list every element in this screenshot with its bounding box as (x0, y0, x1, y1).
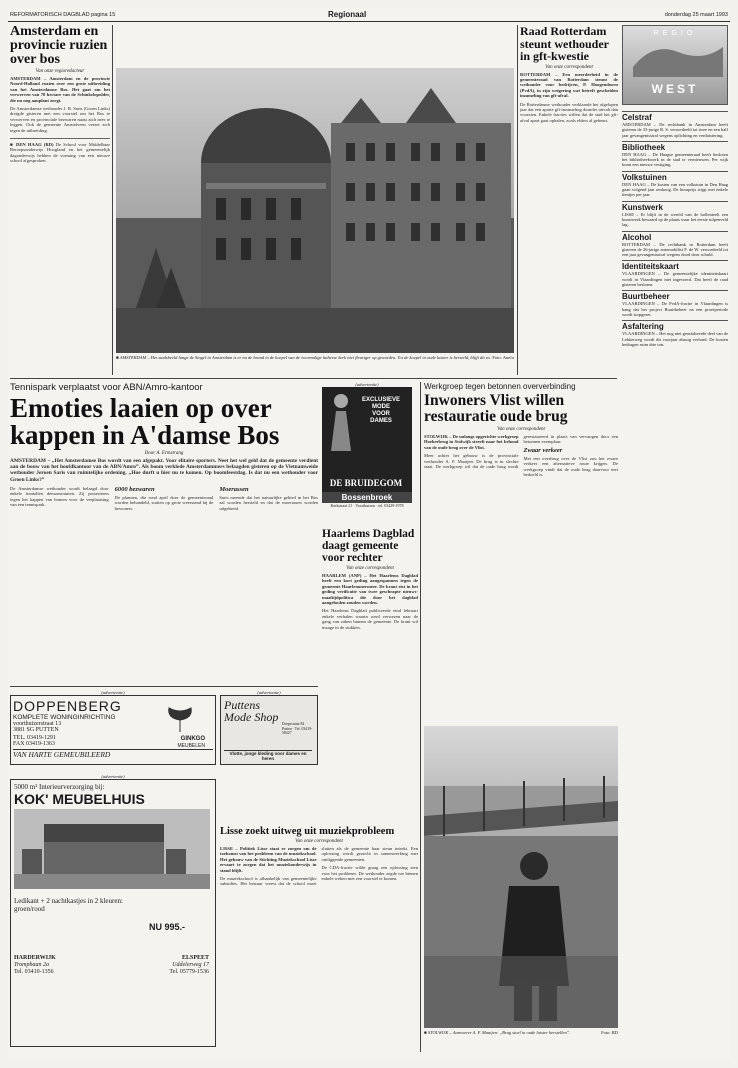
sidebar-item-text: ROTTERDAM – De rechtbank in Rotterdam heeft gisteren de 26-jarige automobilist F. de W. veroordeeld tot een jaar gevangenisstraf wegens dood door schuld. (622, 241, 728, 258)
west-label: WEST (651, 82, 699, 96)
ad-line: EXCLUSIEVE (362, 397, 401, 403)
article-byline: Van onze correspondent (295, 839, 343, 844)
sidebar-item-text: LISSE – Er blijft in de wereld van de bollenteelt een kunstwerk bewaard op de plaats waar het eerste tulpenveld lag. (622, 211, 728, 228)
article-headline: Lisse zoekt uitweg uit muziekprobleem (220, 826, 395, 837)
article-lead: HAARLEM (ANP) – Het Haarlems Dagblad heeft een kort geding aangespannen tegen de gemeente Haarlemmermeer. De krant eist in het geding verificatie van twee geschrapte nieuws-maaltijdpolitica die door het dagblad aangeboden zouden worden. (322, 573, 418, 606)
ad-dark-panel (322, 387, 412, 492)
sidebar-item-text: VLAARDINGEN – De gemeentelijke identiteitskaart wordt in Vlaardingen niet ingevoerd. Dat heeft de raad gisteren besloten. (622, 271, 728, 288)
masthead (8, 8, 730, 22)
ad-line: DAMES (370, 418, 392, 424)
bedroom-furniture-image (14, 809, 210, 889)
sidebar-item-title: Identiteitskaart (622, 260, 728, 271)
article-lead: LISSE – Politiek Lisse staat er zorgen om de toekomst van het probleem van de muziekschool. Het gebouw van de Stichting Muziekschool Lisse ervaart te zorgen dat het muziekonderwijs in stand blijft. (220, 846, 317, 873)
ad-slogan: Vlotte, jonge kleding voor dames en heren (224, 750, 312, 761)
article-subhead: Zwaar verkeer (523, 446, 563, 454)
ad-slogan: VAN HARTE GEMEUBILEERD (13, 749, 213, 759)
ad-price: NU 995.- (148, 922, 185, 932)
ad-label: (advertentie) (257, 690, 281, 695)
sidebar-item-title: Buurtbeheer (622, 290, 728, 301)
advertisement-puttens-mode[interactable] (220, 690, 318, 770)
ad-location: HARDERWIJK (14, 955, 56, 961)
ad-location: ELSPEET (181, 955, 209, 961)
ad-city: 3881 SG PUTTEN (13, 727, 59, 733)
ad-store-name: Bossenbroek (322, 492, 412, 503)
regio-west-badge (622, 25, 728, 105)
ad-label: (advertentie) (355, 382, 379, 387)
photo-stolwijk-bridge (424, 726, 618, 1028)
ad-address: Kerkstraat 21 · Voorthuizen · tel. 03429-1978 (330, 503, 404, 508)
article-body: Met een overbrug over de Vlist zou het zware verkeer een alternatieve route krijgen. De werkgroep vindt dat de oude brug daarvoor niet bedoeld is. (523, 455, 618, 478)
ad-line: VOOR (372, 411, 390, 417)
sidebar-item (622, 260, 728, 287)
section-divider (10, 686, 318, 687)
sidebar-item (622, 141, 728, 168)
article-lead: AMSTERDAM – Amsterdam en de provincie Noord-Holland ruzien over een grote uitbreiding van het Amsterdamse Bos. Het gaat om het verwerven van 70 hectare van de Schinkelopolder, die nu nog aanplant zorgt. (10, 76, 110, 103)
article-adamse-bos (10, 382, 318, 682)
news-sidebar (622, 108, 728, 1053)
bride-silhouette-icon (326, 391, 356, 451)
ad-brand: GINKGO (180, 736, 205, 742)
article-byline: Van onze correspondent (545, 64, 593, 70)
article-body: De CDA-fractie wilde graag een oplossing zien voor het probleem. De wethouder zegde toe binnen enkele weken met een voorstel te komen. (321, 865, 418, 882)
article-subhead: 6000 bezwaren (114, 485, 155, 493)
article-rotterdam-gft (520, 25, 618, 375)
photo-caption: ■ AMSTERDAM – Het stadsbeeld lange de Singel in Amsterdam is er nu de brand in de koepel van de voormalige lutherse kerk niet fleuriger op geworden. Tot de koepel in oude luister is hersteld, blijft dit zo. Foto: Anefo (116, 355, 514, 360)
ad-subtitle: KOMPLETE WONINGINRICHTING (13, 714, 116, 721)
article-headline: Haarlems Dagblad daagt gemeente voor rechter (322, 528, 415, 564)
ad-line: MODE (372, 404, 390, 410)
ginkgo-leaf-icon (165, 704, 195, 734)
article-byline: Van onze correspondent (497, 427, 545, 432)
article-body: De muziekschool is afhankelijk van gemeentelijke subsidies. Het bestuur vreest dat de school moet sluiten als de gemeente haar steun intrekt. Een oplossing wordt gezocht in samenwerking met omliggende gemeenten. (220, 846, 418, 887)
sidebar-item-title: Bibliotheek (622, 141, 728, 152)
ad-name: Puttens Mode Shop (224, 698, 279, 724)
masthead-date: donderdag 25 maart 1993 (664, 12, 728, 18)
ad-tel: TEL. 03419-1291 (13, 735, 56, 741)
article-body: De plannen, die rond april door de gemeenteraad worden behandeld, stuiten op grote weerstand bij de bewoners. (114, 494, 214, 511)
ad-offer: Ledikant + 2 nachtkastjes in 2 kleuren: groen/rood (14, 897, 123, 913)
article-byline: Van onze correspondent (346, 566, 394, 571)
ad-location-address: Uddelerweg 17 (172, 962, 209, 968)
article-lead: STOLWIJK – De unlangs opgerichte werkgroep Hoeberbrug in Stolwijk streeft naar het behoud van de oude brug over de Vlist. (424, 434, 519, 450)
article-lisse-muziek (220, 826, 418, 1052)
ad-location-address: Trompbaan 2a (14, 962, 49, 968)
article-body: Meer achter het gebouw is de provinciale wethouder A. F. Maatjen. De brug is in slechte staat. De werkgroep wil dat de oude brug wordt gerestaureerd in plaats van vervangen door een betonnen exemplaar. (424, 434, 618, 470)
article-headline: Emoties laaien op over kappen in A'damse Bos (10, 393, 280, 450)
sidebar-item-title: Alcohol (622, 231, 728, 242)
sidebar-item-text: VLAARDINGEN – Het nog niet geasfalteerde deel van de Lekkerweg wordt dit voorjaar alsnog verhard. De kosten bedragen ruim drie ton. (622, 331, 728, 347)
church-photo-illustration (116, 68, 514, 353)
ad-location-tel: Tel. 03410-1356 (14, 969, 54, 975)
article-lead: AMSTERDAM – „Het Amsterdamse Bos wordt van een afgepakt. Voor elitaire sporters. Neet het wel geld dat de gemeente verdient aan de bouw van het hoofdkantoor van de ABN/Amro”. Als boom verklede Amsterdammers belaagden gisteren op de Vietnamweide wethouder Jeroen Saris van ruimtelijke ordening. „Hoe durft u hier nu te komen. Op boomfeestdag. Is dat nu een wethouder voor Groen Links?” (10, 458, 318, 483)
article-headline: Amsterdam en provincie ruzien over bos (10, 25, 108, 67)
sidebar-item (622, 231, 728, 258)
advertisement-kok-meubelhuis[interactable] (10, 774, 216, 1052)
newspaper-page (8, 8, 730, 1060)
sidebar-item-text: DEN HAAG – De Haagse gemeenteraad heeft besloten het bibliotheekwerk in de stad te vernieuwen. Per wijk komt een nieuwe vestiging. (622, 151, 728, 168)
section-title: Regionaal (328, 10, 367, 19)
sidebar-item (622, 320, 728, 347)
ad-brand: DE BRUIDEGOM (329, 478, 403, 488)
article-body: De Rotterdamse wethouder verklaarde het afgelopen jaar dat een aparte gft-inzameling duurder uitvalt dan voorzien. Enkele fracties willen dat de stad het gft-afval apart gaat ophalen, zoals elders al gebeurt. (520, 101, 618, 123)
article-body: Het Haarlems Dagblad publiceerde eind februari enkele verhalen waarin werd verwezen naar de gang van zaken binnen de gemeente. De krant wil inzage in de stukken. (322, 608, 418, 630)
advertisement-bruidegom[interactable] (322, 382, 412, 522)
brief-text: De School voor Middelbaar Beroepsonderwijs Hoogland en het gemeentelijk dagonderwijs hebben de vorming van een nieuwe school afgesproken. (10, 142, 110, 164)
ad-brand2: MEUBELEN (177, 743, 205, 749)
article-byline: Door A. Ermstrang (144, 451, 184, 456)
masthead-left: REFORMATORISCH DAGBLAD pagina 15 (10, 12, 116, 18)
ad-location-tel: Tel. 05779-1536 (169, 969, 209, 975)
caption-text: AMSTERDAM – Het stadsbeeld lange de Singel in Amsterdam is er nu de brand in de koepel van de voormalige lutherse kerk niet fleuriger op geworden. Tot de koepel in oude luister is hersteld, blijft dit zo. (119, 355, 491, 360)
photo-credit: Foto: Anefo (492, 355, 514, 360)
ad-detail: Dorpsstraat 84 Putten · Tel. 03419-58427 (282, 722, 313, 735)
article-headline: Inwoners Vlist willen restauratie oude brug (424, 392, 568, 425)
column-divider (517, 25, 518, 375)
sidebar-item-title: Volkstuinen (622, 171, 728, 182)
article-subhead: Moerassen (219, 485, 249, 493)
sidebar-item-title: Asfaltering (622, 320, 728, 331)
article-body: De Amsterdamse wethouder wordt belaagd door enkele tientallen demonstranten. Zij protesteren tegen het kappen van bomen voor de verplaatsing van een tennispark. (10, 485, 109, 508)
photo-singel-church (116, 68, 514, 353)
article-headline: Raad Rotterdam steunt wethouder in gft-kwestie (520, 25, 609, 63)
article-kicker: Tennispark verplaatst voor ABN/Amro-kantoor (10, 382, 203, 393)
advertisement-doppenberg[interactable] (10, 690, 216, 770)
ad-address: voorthuizerstraat 13 (13, 721, 62, 727)
sidebar-item-text: AMSTERDAM – De rechtbank in Amsterdam heeft gisteren de 33-jarige R. S. veroordeeld tot twee en een half jaar gevangenisstraf wegens oplichting en verduistering. (622, 122, 728, 138)
article-kicker: Werkgroep tegen betonnen oververbinding (424, 382, 576, 391)
sidebar-item (622, 111, 728, 138)
brief-dateline: DEN HAAG (RD) (16, 142, 54, 148)
ad-fax: FAX 03419-1363 (13, 741, 56, 747)
photo-caption: ■ STOLWIJK – Aanvoerer A. F. Maatjen: „Brug stoel in oude luister herstellen”. Foto: RD (424, 1030, 618, 1035)
news-brief: ■ DEN HAAG (RD) De School voor Middelbaar Beroepsonderwijs Hoogland en het gemeentelijk dagonderwijs hebben de vorming van een nieuwe school afgesproken. (10, 138, 110, 164)
sidebar-item (622, 171, 728, 198)
ad-label: (advertentie) (101, 774, 125, 779)
regio-map-icon (623, 37, 728, 77)
article-lead: ROTTERDAM – Een meerderheid in de gemeenteraad van Rotterdam steunt de wethouder voor bedrijven, P. Hoogendoorn (PvdA), in zijn weigering wat betreft gescheiden inzameling van gft-afval. (520, 71, 618, 99)
article-byline: Van onze regioredacteur (35, 69, 85, 74)
ad-top: 5000 m² Interieurverzorging bij: (14, 783, 105, 791)
article-body: Saris meende dat het natuurlijke gebied in het Bos zal worden hersteld en dat de moerassen worden uitgebreid. (219, 494, 318, 511)
photo-credit: Foto: RD (601, 1030, 618, 1035)
section-divider (10, 378, 617, 379)
article-amsterdam-bos (10, 25, 110, 375)
sidebar-item (622, 201, 728, 228)
article-vlist-brug (424, 382, 618, 722)
article-body: De Amsterdamse wethouder J. B. Saris (Groen Links) dreigde gisteren met een voorstel om het Bos te verwerven en provinciale bezwaren naast zich neer te leggen. Ook de gemeente Amstelveen verzet zich tegen de uitbreiding. (10, 106, 110, 133)
ad-label: (advertentie) (101, 690, 125, 695)
sidebar-item-title: Kunstwerk (622, 201, 728, 212)
column-divider (112, 25, 113, 375)
regio-label: REGIO (653, 30, 697, 37)
sidebar-item-text: VLAARDINGEN – De PvdA-fractie in Vlaardingen is bang dat het project Buurtbeheer na een proefperiode wordt stopgezet. (622, 301, 728, 317)
article-haarlems-dagblad (322, 528, 418, 823)
sidebar-item-text: DEN HAAG – De kosten van een volkstuin in Den Haag gaan volgend jaar omhoog. De huurprijs stijgt met enkele tientjes per jaar. (622, 181, 728, 198)
ad-name: KOK' MEUBELHUIS (14, 791, 145, 807)
sidebar-item (622, 290, 728, 317)
ad-name: DOPPENBERG (13, 698, 122, 714)
caption-text: STOLWIJK – Aanvoerer A. F. Maatjen: „Brug stoel in oude luister herstellen”. (427, 1030, 571, 1035)
sidebar-item-title: Celstraf (622, 111, 728, 122)
bridge-photo-illustration (424, 726, 618, 1028)
column-divider (420, 382, 421, 1052)
